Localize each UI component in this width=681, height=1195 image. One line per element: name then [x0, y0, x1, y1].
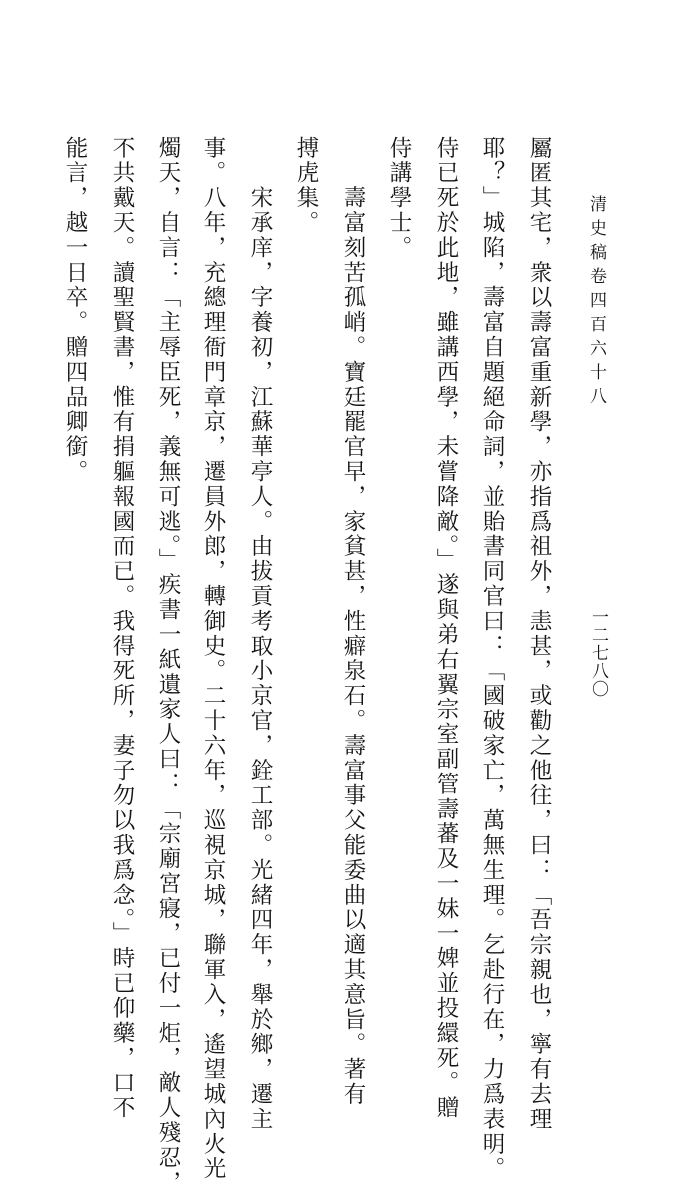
- text-column: 侍講學士。: [386, 136, 412, 261]
- text-column: 壽富刻苦孤峭。寶廷罷官早，家貧甚，性癖泉石。壽富事父能委曲以適其意旨。著有: [340, 136, 366, 1108]
- text-column: 燭天，自言：「主辱臣死，義無可逃。」疾書一紙遺家人曰：「宗廟宮寢，已付一炬，敵人殘忍，: [155, 136, 181, 1195]
- text-column: 搏虎集。: [293, 136, 319, 236]
- text-column: 不共戴天。讀聖賢書，惟有捐軀報國而已。我得死所，妻子勿以我爲念。」時已仰藥，口不: [109, 136, 135, 1121]
- page-number: 一二七八〇: [588, 608, 608, 698]
- running-header: 清史稿卷四百六十八: [586, 195, 606, 411]
- text-column: 事。八年，充總理衙門章京，遷員外郎，轉御史。二十六年，巡視京城，聯軍入，遙望城內火光: [200, 136, 226, 1182]
- text-column: 耶？」城陷，壽富自題絕命詞，並貽書同官曰：「國破家亡，萬無生理。乞赴行在，力爲表明。: [479, 136, 505, 1182]
- text-column: 屬匿其宅，衆以壽富重新學，亦指爲祖外，恚甚，或勸之他往，曰：「吾宗親也，寧有去理: [526, 136, 552, 1132]
- text-column: 侍已死於此地，雖講西學，未嘗降敵。」遂與弟右翼宗室副管壽蕃及一妹一婢並投繯死。贈: [433, 136, 459, 1121]
- text-column: 宋承庠，字養初，江蘇華亭人。由拔貢考取小京官，銓工部。光緒四年，舉於鄉，遷主: [247, 136, 273, 1132]
- text-column: 能言，越一日卒。贈四品卿銜。: [62, 136, 88, 485]
